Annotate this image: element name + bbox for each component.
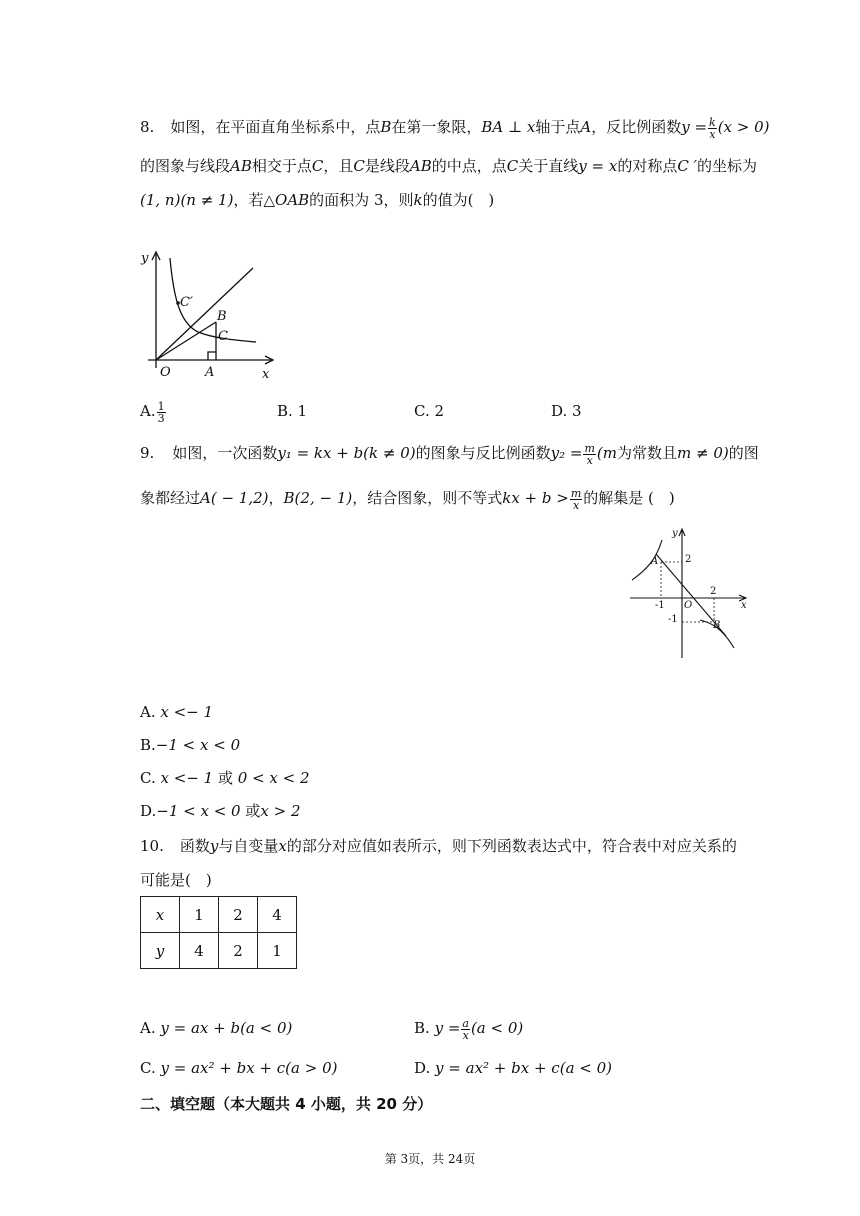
q8-math: (1, n)(n ≠ 1) xyxy=(140,191,234,209)
q8-text: 相交于点 xyxy=(251,157,312,175)
q8-label-o: O xyxy=(160,365,171,380)
q10-text: 函数 xyxy=(179,837,210,855)
table-cell: 1 xyxy=(180,897,219,933)
q8-math: C ′ xyxy=(677,157,697,175)
q9-math: m xyxy=(602,444,617,462)
frac-num: m xyxy=(570,486,582,500)
q9-option-d[interactable] xyxy=(140,800,301,822)
option-label: C. 2 xyxy=(414,402,445,420)
q9-option-b[interactable] xyxy=(140,734,240,756)
q8-text: 的中点，点 xyxy=(431,157,507,175)
option-expr: x <− 1 xyxy=(160,769,214,787)
option-label: D. xyxy=(414,1059,431,1077)
q8-fraction xyxy=(708,117,717,140)
frac-num: m xyxy=(584,441,595,455)
option-label: C. xyxy=(140,1059,156,1077)
table-cell: 2 xyxy=(219,933,258,969)
q9-text: 象都经过 xyxy=(140,489,201,507)
q9-text: ， xyxy=(268,489,284,507)
q8-math: k xyxy=(413,191,423,209)
q9-fraction xyxy=(583,443,595,466)
q10-text: 可能是( ) xyxy=(140,871,212,889)
q9-math: ( xyxy=(596,444,603,462)
q8-math: (x > 0) xyxy=(717,118,770,136)
q9-math: B(2, − 1) xyxy=(283,489,353,507)
option-label: B. xyxy=(140,736,156,754)
q9-tick-2-x: 2 xyxy=(710,586,717,597)
q9-option-c[interactable] xyxy=(140,767,310,789)
table-row xyxy=(141,897,297,933)
q8-option-b[interactable] xyxy=(277,400,307,422)
q8-text: 的对称点 xyxy=(617,157,678,175)
q8-option-c[interactable] xyxy=(414,400,444,422)
q9-label-a: A xyxy=(651,556,659,567)
q10-number: 10. xyxy=(140,837,164,855)
frac-num: 1 xyxy=(157,399,165,413)
q9-math: A( − 1,2) xyxy=(200,489,269,507)
q8-math: y = xyxy=(681,118,708,136)
q8-label-a: A xyxy=(205,365,215,380)
option-label: A. xyxy=(140,1019,156,1037)
q8-label-c: C xyxy=(218,329,228,344)
q8-right-angle xyxy=(208,352,216,360)
frac-den: x xyxy=(572,498,580,512)
q8-text: 的坐标为 xyxy=(696,157,757,175)
q9-fraction-2 xyxy=(570,488,582,511)
q9-tick-neg1-y: -1 xyxy=(668,614,678,625)
q8-math: AB xyxy=(409,157,432,175)
q10-line-1 xyxy=(140,835,737,857)
q10-option-c[interactable] xyxy=(140,1057,337,1079)
q9-label-o: O xyxy=(684,600,693,611)
q8-math: B xyxy=(380,118,392,136)
q8-text: ，反比例函数 xyxy=(591,118,682,136)
option-label: C. xyxy=(140,769,156,787)
q8-math: AB xyxy=(230,157,252,175)
q10-text: 与自变量 xyxy=(218,837,279,855)
q10-text: 的部分对应值如表所示，则下列函数表达式中，符合表中对应关系的 xyxy=(286,837,737,855)
option-expr: y = ax² + bx + c(a < 0) xyxy=(435,1059,613,1077)
q10-math: y xyxy=(209,837,219,855)
q10-option-a[interactable] xyxy=(140,1017,292,1039)
frac-den: x xyxy=(462,1028,469,1042)
q9-tick-2-y: 2 xyxy=(685,554,692,565)
table-cell: 4 xyxy=(180,933,219,969)
q8-line-3 xyxy=(140,189,494,211)
q8-text: 是线段 xyxy=(364,157,410,175)
q9-line-2 xyxy=(140,487,675,511)
option-expr: 0 < x < 2 xyxy=(237,769,310,787)
q8-text: 轴于点 xyxy=(535,118,581,136)
q8-line-1 xyxy=(140,116,770,140)
table-cell: 4 xyxy=(258,897,297,933)
q8-text: 的图象与线段 xyxy=(140,157,231,175)
q8-option-a[interactable] xyxy=(140,400,167,424)
q8-text: 在第一象限， xyxy=(391,118,482,136)
option-expr: x > 2 xyxy=(260,802,301,820)
q8-text: 关于直线 xyxy=(518,157,579,175)
option-conjunction: 或 xyxy=(217,769,233,787)
q10-math: x xyxy=(278,837,287,855)
q8-math: C xyxy=(353,157,365,175)
q9-text: 的图 xyxy=(728,444,759,462)
q8-segment-ob xyxy=(156,322,216,360)
q9-text: 如图，一次函数 xyxy=(172,444,278,462)
option-label: B. 1 xyxy=(277,402,308,420)
table-row xyxy=(141,933,297,969)
frac-den: x xyxy=(586,453,593,467)
q8-math: BA ⊥ x xyxy=(481,118,536,136)
q9-label-x: x xyxy=(741,600,747,611)
q8-math: OAB xyxy=(275,191,310,209)
table-cell: 1 xyxy=(258,933,297,969)
q8-label-x: x xyxy=(262,367,270,382)
q8-text: 的值为( ) xyxy=(422,191,495,209)
q8-math: y = x xyxy=(578,157,618,175)
q8-option-a-fraction xyxy=(157,401,166,424)
option-label: A. xyxy=(140,402,156,420)
frac-num: a xyxy=(462,1016,469,1030)
q8-label-cprime: C′ xyxy=(180,295,193,310)
q9-figure xyxy=(626,524,752,660)
q9-label-b: B xyxy=(713,620,721,631)
table-cell: x xyxy=(141,897,180,933)
q8-label-b: B xyxy=(217,309,227,324)
option-expr: y = ax² + bx + c(a > 0) xyxy=(160,1059,338,1077)
option-expr: (a < 0) xyxy=(470,1019,524,1037)
q9-math: m ≠ 0) xyxy=(677,444,729,462)
option-expr: y = ax + b(a < 0) xyxy=(160,1019,293,1037)
q8-option-d[interactable] xyxy=(551,400,582,422)
page-footer: 第 3页，共 24页 xyxy=(384,1152,476,1166)
q8-line-2 xyxy=(140,155,757,177)
frac-num: k xyxy=(709,115,716,129)
option-expr: −1 < x < 0 xyxy=(155,736,241,754)
section-heading: 二、填空题（本大题共 4 小题，共 20 分） xyxy=(140,1095,433,1113)
q10-option-b[interactable] xyxy=(414,1017,523,1041)
q9-text: 的解集是 ( ) xyxy=(583,489,675,507)
q8-text: ，若△ xyxy=(233,191,276,209)
frac-den: x xyxy=(709,127,716,141)
option-expr: y = xyxy=(434,1019,461,1037)
option-label: B. xyxy=(414,1019,430,1037)
q10-value-table xyxy=(140,896,297,969)
q9-math: y₁ = kx + b(k ≠ 0) xyxy=(277,444,416,462)
table-cell: 2 xyxy=(219,897,258,933)
q10-option-d[interactable] xyxy=(414,1057,612,1079)
table-cell: y xyxy=(141,933,180,969)
q9-math: kx + b > xyxy=(502,489,569,507)
option-label: D. xyxy=(140,802,157,820)
q8-line-yx xyxy=(156,268,253,360)
q8-math: C xyxy=(311,157,324,175)
q9-number: 9. xyxy=(140,444,155,462)
q8-number: 8. xyxy=(140,118,155,136)
option-expr: x <− 1 xyxy=(160,703,214,721)
option-expr: −1 < x < 0 xyxy=(156,802,241,820)
q9-label-y: y xyxy=(672,528,678,539)
q9-line-1 xyxy=(140,442,759,466)
q8-math: C xyxy=(506,157,519,175)
q9-text: ，结合图象，则不等式 xyxy=(352,489,503,507)
q10-line-2 xyxy=(140,869,212,891)
q8-text: 的面积为 3，则 xyxy=(309,191,414,209)
option-conjunction: 或 xyxy=(245,802,261,820)
q9-text: 为常数且 xyxy=(617,444,678,462)
q8-text: 如图，在平面直角坐标系中，点 xyxy=(170,118,381,136)
q9-option-a[interactable] xyxy=(140,701,213,723)
q9-math: y₂ = xyxy=(550,444,583,462)
q8-label-y: y xyxy=(141,251,149,266)
q10-option-b-fraction xyxy=(461,1018,470,1041)
q9-text: 的图象与反比例函数 xyxy=(415,444,551,462)
q9-tick-neg1-x: -1 xyxy=(655,600,665,611)
option-label: D. 3 xyxy=(551,402,582,420)
q8-math: A xyxy=(580,118,592,136)
option-label: A. xyxy=(140,703,156,721)
q8-figure xyxy=(138,244,278,384)
frac-den: 3 xyxy=(157,411,165,425)
q8-text: ，且 xyxy=(323,157,354,175)
